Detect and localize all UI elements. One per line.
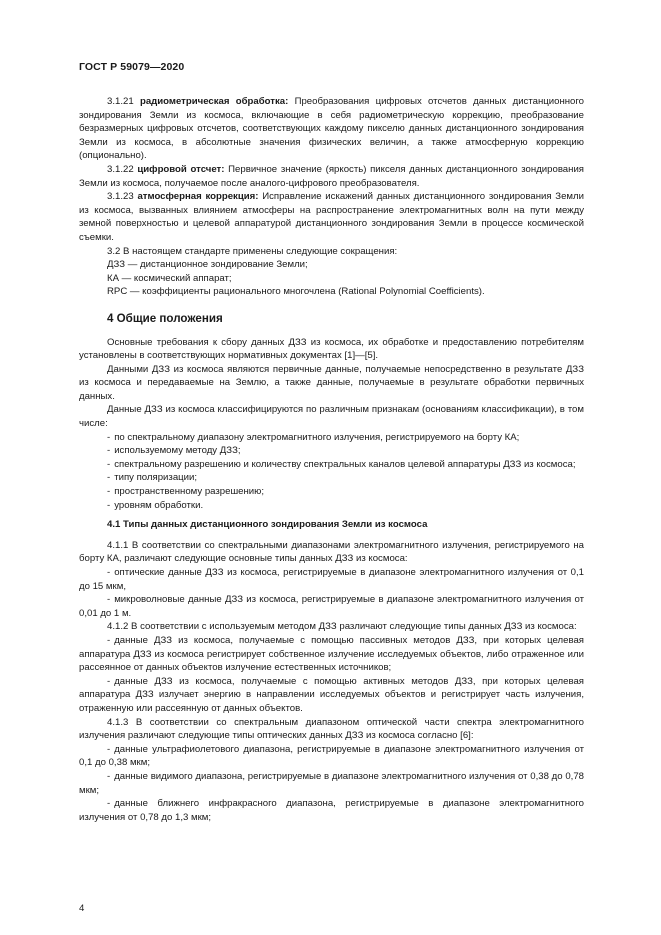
definition-text: Исправление искажений данных дистанционного зондирования Земли из космоса, вызванных влиянием атмосферы на распространение электромагнитных волн на пути между земной поверхностью и целевой аппаратурой дистанционного зондирования Земли в процессе космической съемки. (79, 191, 584, 243)
abbreviation-item: ДЗЗ — дистанционное зондирование Земли; (107, 259, 308, 271)
definition-3-1-22 (79, 163, 584, 190)
list-marker: - (107, 486, 111, 498)
list-item: - используемому методу ДЗЗ; (107, 445, 241, 457)
list-item: - спектральному разрешению и количеству спектральных каналов целевой аппаратуры ДЗЗ из космоса; (107, 458, 576, 470)
list-marker: - (107, 499, 111, 511)
term: атмосферная коррекция: (137, 191, 259, 203)
clause-number: 3.1.23 (107, 191, 134, 203)
list-item: - по спектральному диапазону электромагнитного излучения, регистрируемого на борту КА; (107, 431, 520, 443)
list-item: - данные ДЗЗ из космоса, получаемые с помощью пассивных методов ДЗЗ, при которых целевая аппаратура ДЗЗ из космоса регистрирует собственное излучение исследуемых объектов, либо отраженное или рассеянное от данных объектов излучение естественных источников; (79, 634, 584, 674)
document-header: ГОСТ Р 59079—2020 (79, 61, 185, 73)
clause-3-2: 3.2 В настоящем стандарте применены следующие сокращения: (107, 245, 398, 257)
list-marker: - (107, 594, 111, 606)
section-heading-4: 4 Общие положения (107, 311, 223, 325)
term: радиометрическая обработка: (139, 96, 289, 107)
clause-4-1-3: 4.1.3 В соответствии со спектральным диапазоном оптической части спектра электромагнитного излучения различают следующие типы оптических данных ДЗЗ из космоса согласно [6]: (79, 716, 584, 742)
definition-3-1-23 (79, 190, 584, 244)
list-marker: - (107, 634, 111, 646)
list-item: - данные видимого диапазона, регистрируемые в диапазоне электромагнитного излучения от 0,38 до 0,78 мкм; (79, 770, 584, 796)
definition-text: Первичное значение (яркость) пикселя данных дистанционного зондирования Земли из космоса, получаемое после аналого-цифрового преобразователя. (79, 163, 584, 189)
clause-number: 3.1.22 (107, 163, 134, 175)
list-marker: - (107, 770, 111, 782)
body-paragraph: Данными ДЗЗ из космоса являются первичные данные, получаемые непосредственно в результате ДЗЗ из космоса и передаваемые на Землю, а также данные, получаемые в результате обработки первичных данных. (79, 363, 584, 402)
abbreviation-item: КА — космический аппарат; (107, 272, 232, 284)
list-marker: - (107, 567, 111, 578)
body-paragraph: Данные ДЗЗ из космоса классифицируются по различным признакам (основаниям классификации), в том числе: (79, 404, 584, 430)
page-number: 4 (79, 903, 85, 914)
body-paragraph: Основные требования к сбору данных ДЗЗ из космоса, их обработке и предоставлению потребителям установлены в соответствующих нормативных документах [1]—[5]. (79, 336, 584, 362)
document-body (79, 95, 584, 824)
clause-4-1-2: 4.1.2 В соответствии с используемым методом ДЗЗ различают следующие типы данных ДЗЗ из космоса: (107, 621, 577, 633)
list-marker: - (107, 675, 111, 687)
section-heading-4-1: 4.1 Типы данных дистанционного зондирования Земли из космоса (107, 519, 428, 531)
list-item: - микроволновые данные ДЗЗ из космоса, регистрируемые в диапазоне электромагнитного излучения от 0,01 до 1 м. (79, 594, 584, 619)
abbreviation-item: RPC — коэффициенты рационального многочлена (Rational Polynomial Coefficients). (107, 286, 485, 298)
definition-text: Преобразования цифровых отсчетов данных дистанционного зондирования Земли из космоса, включающие в себя радиометрическую коррекцию, преобразование безразмерных цифровых отсчетов, соответствующих каждому пикселю данных дистанционного зондирования Земли из космоса, в абсолютные значения физических величин, а также атмосферную коррекцию (опционально). (79, 96, 585, 162)
list-marker: - (107, 431, 111, 443)
list-item: - данные ультрафиолетового диапазона, регистрируемые в диапазоне электромагнитного излучения от 0,1 до 0,38 мкм; (79, 743, 584, 769)
list-item: - данные ДЗЗ из космоса, получаемые с помощью активных методов ДЗЗ, при которых целевая аппаратура ДЗЗ излучает энергию в направлении исследуемых объектов и регистрирует часть излучения, отраженную или рассеянную от данных объектов. (79, 675, 584, 714)
list-item: - типу поляризации; (107, 472, 198, 484)
clause-number: 3.1.21 (107, 96, 134, 107)
list-item: - оптические данные ДЗЗ из космоса, регистрируемые в диапазоне электромагнитного излучения от 0,1 до 15 мкм, (79, 567, 584, 592)
clause-4-1-1: 4.1.1 В соответствии со спектральными диапазонами электромагнитного излучения, регистрируемого на борту КА, различают следующие основные типы данных ДЗЗ из космоса: (79, 539, 584, 565)
list-item: - уровням обработки. (107, 499, 204, 511)
list-marker: - (107, 472, 111, 484)
term: цифровой отсчет: (137, 163, 225, 175)
list-marker: - (107, 798, 111, 810)
definition-3-1-21 (79, 95, 584, 163)
list-item: - пространственному разрешению; (107, 486, 265, 498)
list-item: - данные ближнего инфракрасного диапазона, регистрируемые в диапазоне электромагнитного излучения от 0,78 до 1,3 мкм; (79, 798, 584, 823)
list-marker: - (107, 743, 111, 755)
list-marker: - (107, 458, 111, 470)
list-marker: - (107, 445, 111, 457)
